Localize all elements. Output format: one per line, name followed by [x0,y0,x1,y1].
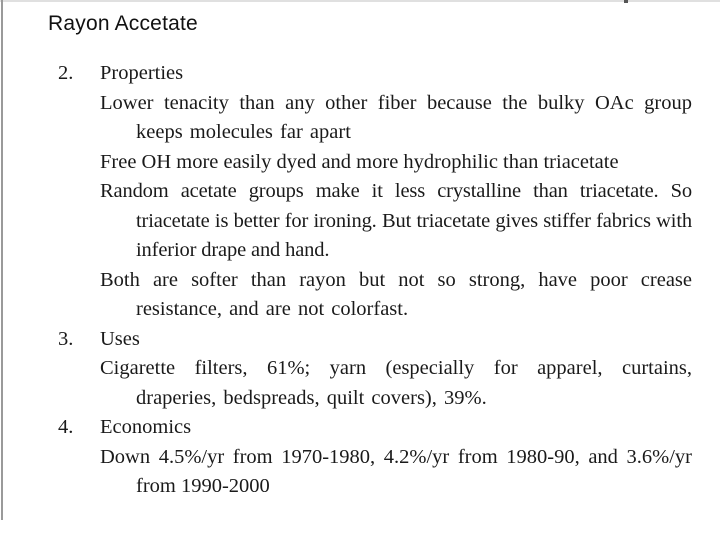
section-number: 4. [58,416,74,438]
list-item: Both are softer than rayon but not so strong, have poor crease resistance, and are not colorfast. [100,268,692,320]
document-body [52,59,692,502]
section-number: 3. [58,327,74,350]
top-border [0,0,720,2]
section-properties [52,59,692,325]
list-item: Free OH more easily dyed and more hydrophilic than triacetate [100,150,619,173]
section-title: Uses [100,327,140,350]
left-border [1,0,3,520]
section-uses [52,325,692,414]
section-heading [52,325,692,355]
section-heading [52,413,692,443]
section-economics [52,413,692,502]
list-item: Cigarette filters, 61%; yarn (especially for apparel, curtains, draperies, bedspreads, quilt covers), 39%. [100,357,692,409]
section-heading [52,59,692,89]
section-number: 2. [58,62,74,84]
corner-mark [624,0,628,3]
slide-title: Rayon Accetate [48,12,198,35]
list-item: Lower tenacity than any other fiber because the bulky OAc group keeps molecules far apart [100,91,692,143]
list-item: Random acetate groups make it less crystalline than triacetate. So triacetate is better for ironing. But triacetate gives stiffer fabrics with inferior drape and hand. [100,180,692,261]
section-title: Economics [100,416,192,438]
list-item: Down 4.5%/yr from 1970-1980, 4.2%/yr from 1980-90, and 3.6%/yr from 1990-2000 [100,445,692,497]
section-title: Properties [100,62,184,84]
